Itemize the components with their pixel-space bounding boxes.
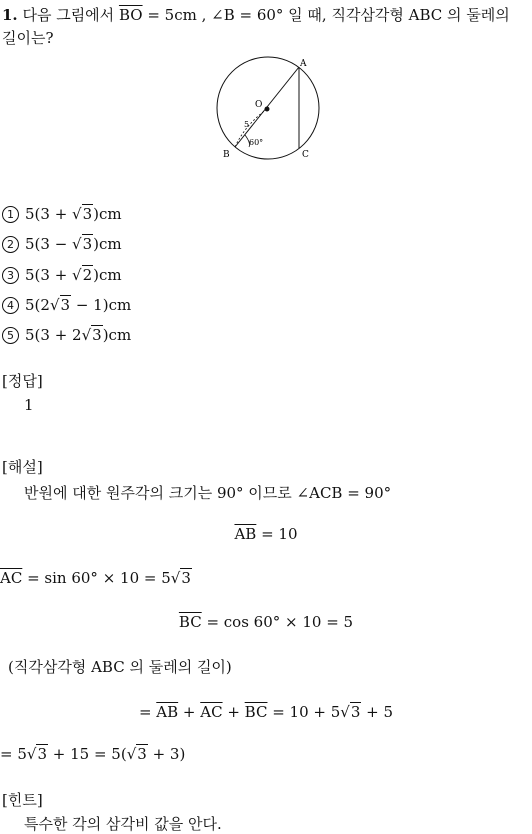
segment-bc: $\overline{BC}$ xyxy=(244,703,268,721)
choice-1[interactable]: 1 5(3 + √3)cm xyxy=(2,205,122,223)
choice-text: 5(3 − xyxy=(25,235,73,253)
answer-heading: [정답] xyxy=(2,372,43,390)
eq-sum-mid: = 10 + 5 xyxy=(267,703,341,721)
choice-radicand: 3 xyxy=(92,326,102,344)
choice-number: 5 xyxy=(2,327,19,344)
choice-radicand: 3 xyxy=(82,205,93,223)
eq-ab xyxy=(0,525,532,543)
label-5: 5 xyxy=(244,120,250,129)
label-a: A xyxy=(300,59,307,69)
question-line-2: 길이는? xyxy=(2,29,54,47)
choice-radicand: 3 xyxy=(82,235,93,253)
label-c: C xyxy=(302,150,309,160)
eq-ab-value: = 10 xyxy=(256,525,298,543)
question-text-pre: 다음 그림에서 xyxy=(22,6,119,24)
eq-final-radicand: 3 xyxy=(37,745,47,763)
eq-final-mid: + 15 = 5( xyxy=(48,745,127,763)
choice-number: 4 xyxy=(2,297,19,314)
segment-ac: $\overline{AC}$ xyxy=(0,569,23,587)
choice-number: 2 xyxy=(2,236,19,253)
explanation-heading: [해설] xyxy=(2,458,43,476)
segment-bo: $\overline{BO}$ xyxy=(118,6,143,24)
eq-bc xyxy=(0,613,532,631)
eq-sum-radicand: 3 xyxy=(350,703,361,721)
eq-ac: $\overline{AC} = \sin 60^\circ \times 10 = 5√3$ xyxy=(0,569,191,587)
choice-number: 3 xyxy=(2,267,19,284)
choice-text-end: − 1)cm xyxy=(71,296,132,314)
segment-bc: $\overline{BC}$ xyxy=(178,613,202,631)
choice-number: 1 xyxy=(2,206,19,223)
circle-figure xyxy=(205,55,335,165)
eq-bc-value: = cos 60° × 10 = 5 xyxy=(201,613,354,631)
choice-radicand: 3 xyxy=(60,296,71,314)
eq-final-pre: = 5 xyxy=(0,745,27,763)
eq-ac-value: = sin 60° × 10 = 5 xyxy=(22,569,171,587)
choice-2[interactable]: 2 5(3 − √3)cm xyxy=(2,235,122,253)
choice-text-end: )cm xyxy=(102,326,132,344)
question-text-mid: = 5cm , ∠B = 60° 일 때, 직각삼각형 ABC 의 둘레의 xyxy=(142,6,510,24)
answer-value: 1 xyxy=(24,396,34,414)
hint-heading: [힌트] xyxy=(2,791,43,809)
label-angle: 60° xyxy=(249,138,264,147)
segment-ab: $\overline{AB}$ xyxy=(156,703,179,721)
explanation-line-1: 반원에 대한 원주각의 크기는 90° 이므로 ∠ACB = 90° xyxy=(24,484,392,502)
question-line-1 xyxy=(2,4,510,25)
choice-5[interactable]: 5 5(3 + 2√3)cm xyxy=(2,326,131,344)
choice-text: 5(3 + 2 xyxy=(25,326,82,344)
choice-text: 5(3 + xyxy=(25,205,73,223)
question-number: 1. xyxy=(2,6,18,24)
eq-sum: = $\overline{AB} + \overline{AC} + \overline{BC} = 10 + 5√3 + 5$ xyxy=(138,703,394,721)
choice-text: 5(2 xyxy=(25,296,50,314)
perimeter-label: (직각삼각형 ABC 의 둘레의 길이) xyxy=(8,658,232,676)
label-b: B xyxy=(223,150,230,160)
segment-ac: $\overline{AC}$ xyxy=(200,703,223,721)
choice-radicand: 2 xyxy=(82,266,93,284)
choice-4[interactable]: 4 5(2√3 − 1)cm xyxy=(2,296,131,314)
eq-final-end: + 3) xyxy=(147,745,186,763)
eq-final-radicand-2: 3 xyxy=(137,745,147,763)
choice-text: 5(3 + xyxy=(25,266,73,284)
eq-final: = 5√3 + 15 = 5(√3 + 3) xyxy=(0,745,186,763)
choice-text-end: )cm xyxy=(93,235,122,253)
eq-ac-radicand: 3 xyxy=(181,569,191,587)
eq-sum-end: + 5 xyxy=(361,703,394,721)
label-o: O xyxy=(255,100,263,110)
choice-text-end: )cm xyxy=(93,205,122,223)
hint-text: 특수한 각의 삼각비 값을 안다. xyxy=(24,815,222,833)
choice-text-end: )cm xyxy=(93,266,122,284)
segment-ab: $\overline{AB}$ xyxy=(234,525,257,543)
choice-3[interactable]: 3 5(3 + √2)cm xyxy=(2,266,122,284)
